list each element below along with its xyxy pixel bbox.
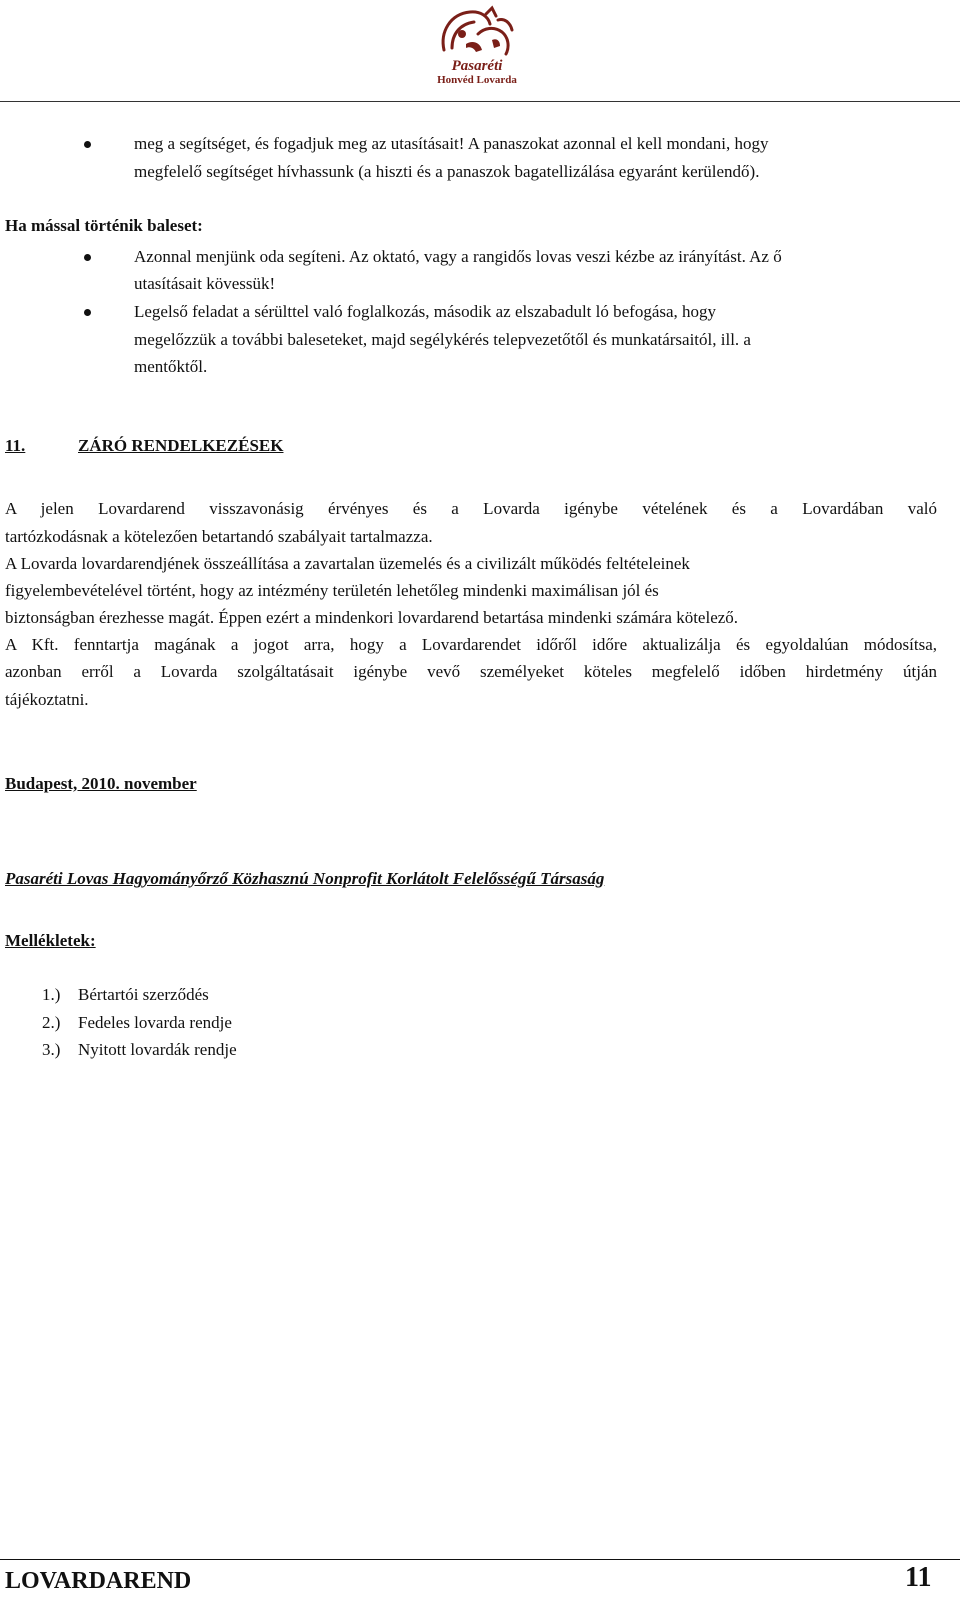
section-title: ZÁRÓ RENDELKEZÉSEK — [78, 436, 284, 455]
bullet-line: megelőzzük a további baleseteket, majd segélykérés telepvezetőtől és munkatársaitól, ill. a — [134, 330, 751, 349]
attachment-label: Fedeles lovarda rendje — [78, 1013, 232, 1032]
bullet-line: Azonnal menjünk oda segíteni. Az oktató, vagy a rangidős lovas veszi kézbe az irányítást. Az ő — [134, 247, 782, 266]
bullet-icon — [84, 254, 91, 261]
attachment-label: Bértartói szerződés — [78, 985, 209, 1004]
subheading: Ha mással történik baleset: — [5, 216, 203, 235]
company-name: Pasaréti Lovas Hagyományőrző Közhasznú Nonprofit Korlátolt Felelősségű Társaság — [5, 869, 605, 888]
bullet-icon — [84, 309, 91, 316]
bullet-line: Legelső feladat a sérülttel való foglalkozás, második az elszabadult ló befogása, hogy — [134, 302, 717, 321]
paragraph-line: biztonságban érezhesse magát. Éppen ezért a mindenkori lovardarend betartása mindenki számára kötelező. — [5, 608, 739, 627]
lovarda-logo — [422, 4, 532, 84]
bullet-line: utasításait kövessük! — [134, 274, 276, 293]
footer-divider — [0, 1559, 960, 1560]
bullet-line: meg a segítséget, és fogadjuk meg az utasításait! A panaszokat azonnal el kell mondani, hogy — [134, 134, 769, 153]
attachment-number: 3.) — [42, 1040, 61, 1059]
footer-title: LOVARDAREND — [5, 1568, 192, 1594]
bullet-icon — [84, 141, 91, 148]
attachment-number: 2.) — [42, 1013, 61, 1032]
paragraph-line: A Lovarda lovardarendjének összeállítása a zavartalan üzemelés és a civilizált működés feltételeinek — [5, 554, 690, 573]
logo-name: Pasaréti — [451, 58, 503, 74]
paragraph-line: A Kft. fenntartja magának a jogot arra, hogy a Lovardarendet időről időre aktualizálja és egyoldalúan módosítsa, — [5, 635, 937, 654]
header-divider — [0, 101, 960, 102]
paragraph-line: tájékoztatni. — [5, 690, 89, 709]
attachments-title: Mellékletek: — [5, 931, 96, 950]
section-number: 11. — [5, 436, 26, 455]
paragraph-line: A jelen Lovardarend visszavonásig érvényes és a Lovarda igénybe vételének és a Lovardában való — [5, 499, 937, 518]
bullet-line: mentőktől. — [134, 357, 208, 376]
page-header — [0, 0, 960, 104]
attachment-label: Nyitott lovardák rendje — [78, 1040, 237, 1059]
logo-subtitle: Honvéd Lovarda — [437, 74, 517, 86]
date-line: Budapest, 2010. november — [5, 774, 197, 793]
bullet-line: megfelelő segítséget hívhassunk (a hiszti és a panaszok bagatellizálása egyaránt kerülendő). — [134, 162, 760, 181]
paragraph-line: tartózkodásnak a kötelezően betartandó szabályait tartalmazza. — [5, 527, 433, 546]
paragraph-line: figyelembevételével történt, hogy az intézmény területén lehetőleg mindenki maximálisan jól és — [5, 581, 659, 600]
page-number: 11 — [905, 1562, 932, 1593]
paragraph-line: azonban erről a Lovarda szolgáltatásait igénybe vevő személyeket köteles megfelelő időben hirdetmény útján — [5, 662, 937, 681]
attachment-number: 1.) — [42, 985, 61, 1004]
horse-logo-icon — [422, 4, 532, 60]
